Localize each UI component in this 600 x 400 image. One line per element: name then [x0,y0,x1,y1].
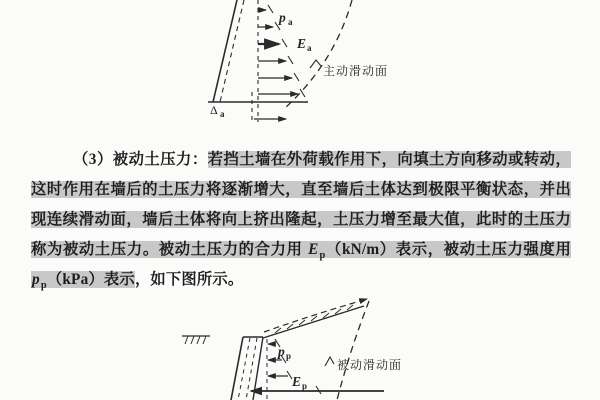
pp-sub: p [40,280,47,292]
paragraph-tail: ，如下图所示。 [134,271,244,289]
active-sliding-surface-pointer [310,60,321,68]
pp-variable [31,271,47,292]
pa-subscript: a [288,17,293,27]
front-ground-hatching [182,336,210,344]
active-sliding-surface-label: 主动滑动面 [323,64,389,78]
ep-sub: p [319,250,326,262]
ep-label: E [292,374,302,389]
pp-subscript: p [286,351,292,361]
pa-label: p [279,10,286,25]
highlight-segment-3: （kPa）表示 [46,271,135,289]
passive-sliding-surface-curve [337,301,369,400]
body-paragraph [31,145,571,295]
ep-base: E [308,241,319,259]
highlight-segment-2: （kN/m）表示，被动土压力强度用 [325,241,571,259]
delta-a-label: Δ [210,103,218,117]
highlight-segment-1: 若挡土墙在外荷载作用下，向填土方向移动或转动，这时作用在墙后的土压力将逐渐增大，直至墙后土体达到极限平衡状态，并出现连续滑动面，墙后土体将向上挤出隆起，土压力增至最大值，此时的土压力称为被动土压力。被动土压力的合力用 [31,151,571,259]
ea-subscript: a [307,43,312,53]
passive-sliding-surface-pointer [325,357,334,366]
pp-base: p [32,271,40,289]
ep-variable [307,241,326,262]
ep-subscript: p [302,381,308,391]
active-sliding-surface-curve [285,0,352,108]
ea-label: E [297,36,307,51]
delta-a-subscript: a [220,109,225,119]
heaved-ground-surface [263,299,367,338]
paragraph-lead: （3）被动土压力： [73,151,208,169]
passive-sliding-surface-label: 被动滑动面 [337,358,403,372]
active-earth-pressure-figure [180,0,430,130]
pp-label: p [278,344,285,359]
passive-earth-pressure-figure [180,290,430,400]
